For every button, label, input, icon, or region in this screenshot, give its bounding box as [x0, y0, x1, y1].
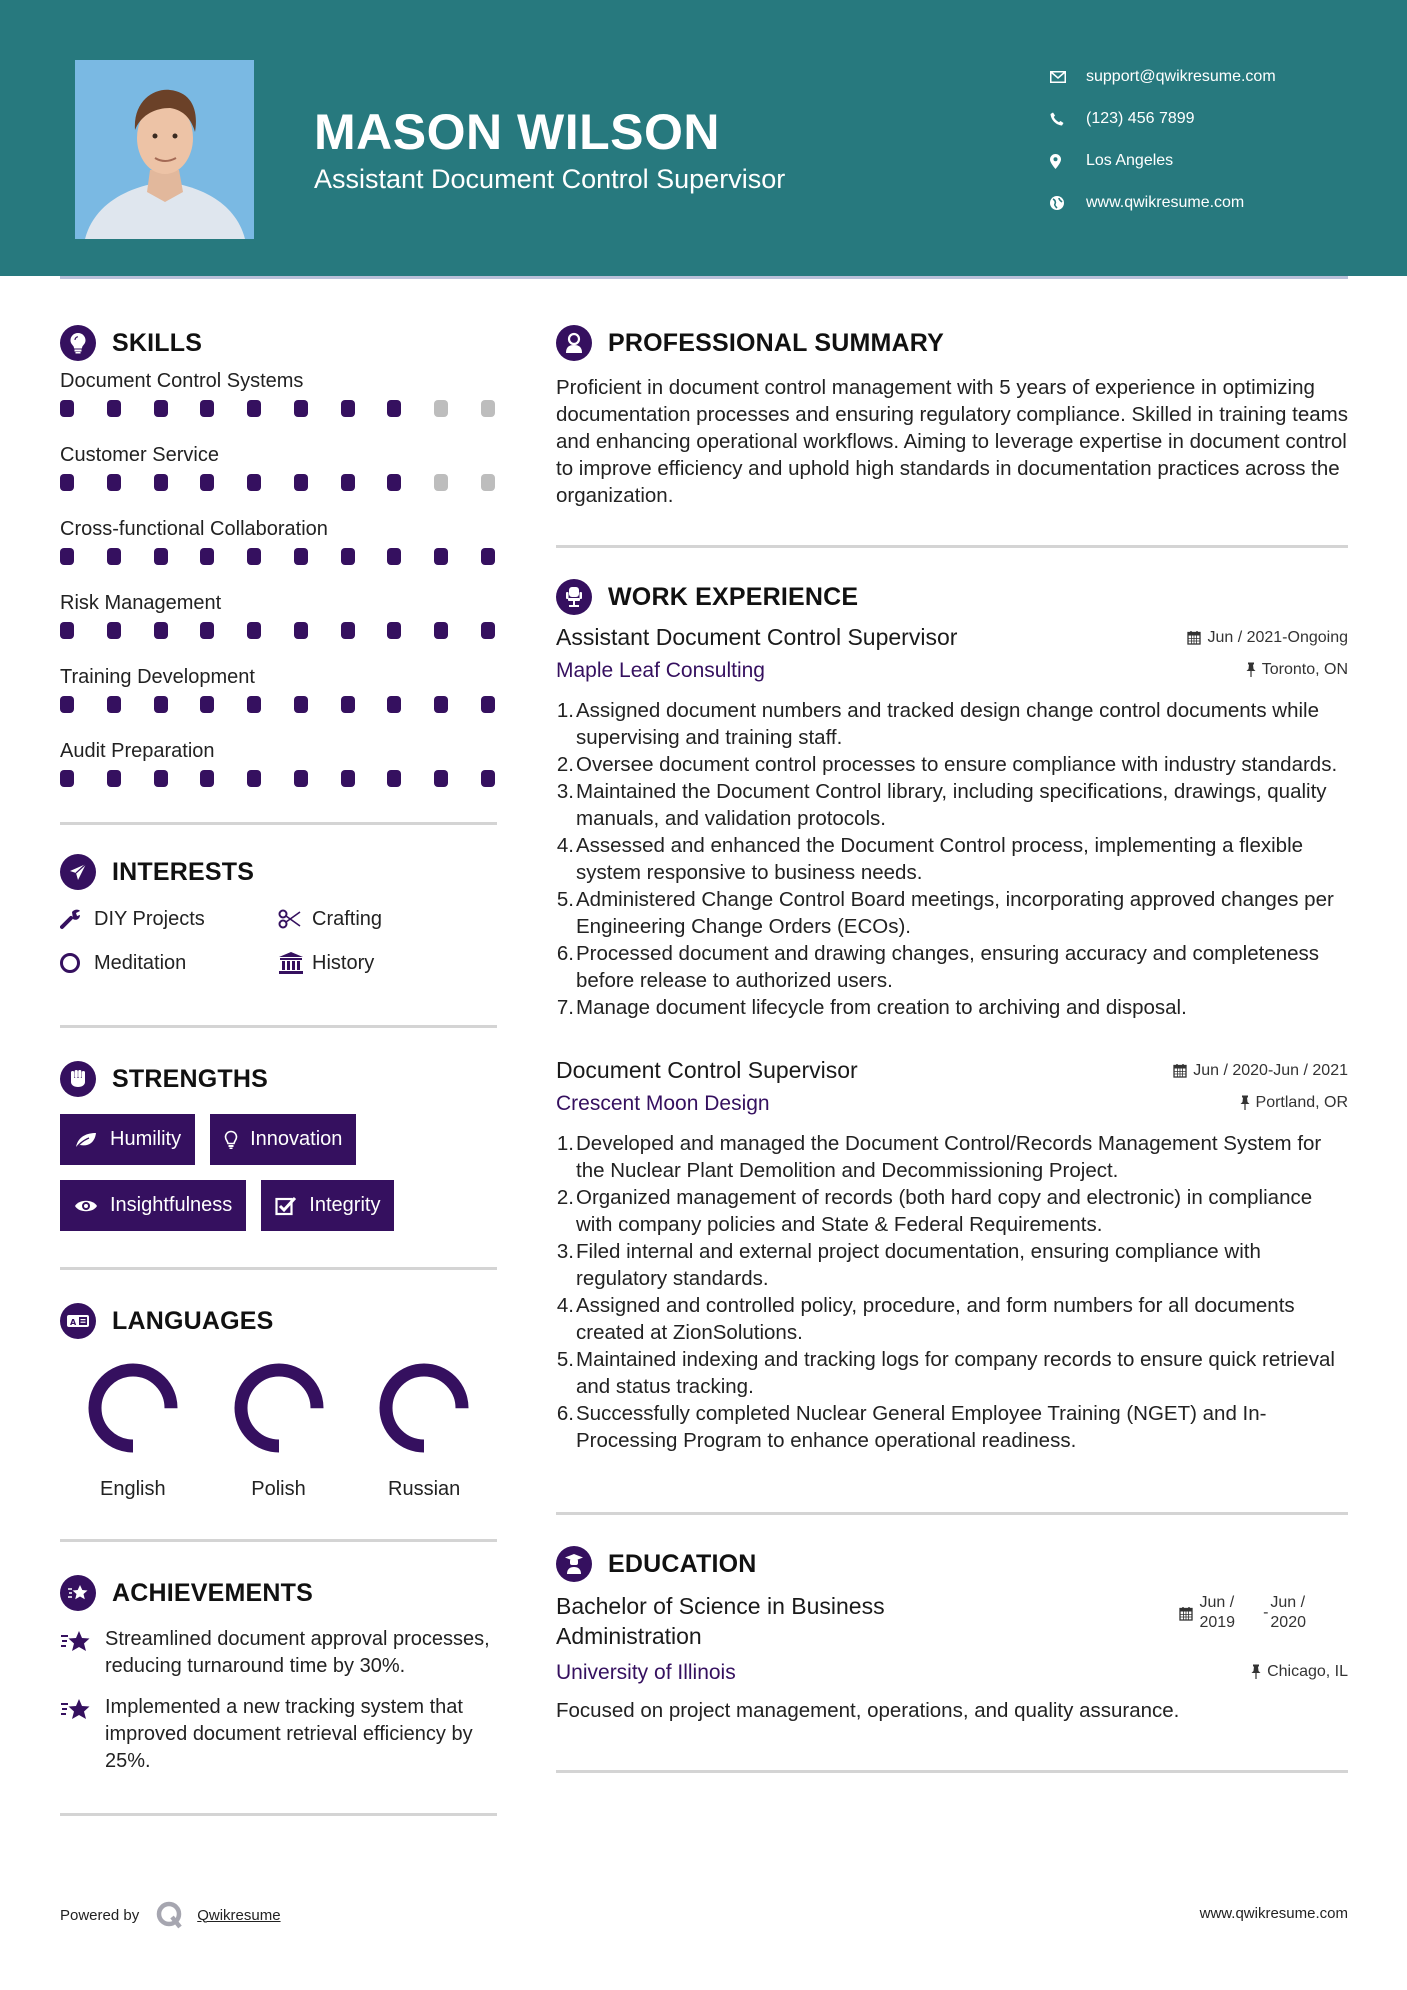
bullet-item: 1. Developed and managed the Document Control/Records Management System for the Nuclear Plant Demolition and Decommissioning Project.	[556, 1132, 1322, 1182]
contact-phone[interactable]	[1050, 98, 1276, 140]
education-dates: Jun / 2019 - Jun / 2020	[1179, 1591, 1348, 1633]
summary-text: Proficient in document control management with 5 years of experience in optimizing documentation processes and ensuring regulatory compliance. Skilled in training teams and enhancing operational workflows. Aiming to leverage expertise in document control to improve efficiency and uphold high standards in documentation practices across the organization.	[556, 376, 1348, 507]
raised-fist-icon	[60, 1061, 96, 1097]
right-column	[556, 320, 1348, 1773]
translate-icon	[60, 1303, 96, 1339]
qwikresume-logo-icon	[155, 1900, 185, 1930]
leaf-icon	[74, 1131, 98, 1149]
calendar-icon	[1179, 1606, 1193, 1621]
star-badge-icon	[60, 1575, 96, 1611]
qwikresume-link[interactable]: Qwikresume	[197, 1906, 281, 1924]
job-title: Document Control Supervisor	[556, 1057, 858, 1083]
interest-item: Crafting	[278, 903, 496, 935]
bullet-item: 2. Organized management of records (both hard copy and electronic) in compliance with company policies and State & Federal Requirements.	[556, 1186, 1313, 1236]
degree-title: Bachelor of Science in Business Administration	[556, 1593, 885, 1649]
lightbulb-icon	[224, 1130, 238, 1150]
candidate-title: Assistant Document Control Supervisor	[314, 164, 786, 194]
contact-location	[1050, 140, 1276, 182]
map-pin-icon	[1050, 154, 1086, 169]
section-divider	[60, 1813, 497, 1816]
left-column	[60, 320, 497, 1816]
job-bullets	[556, 1130, 1348, 1454]
bullet-item: 3. Maintained the Document Control library, including specifications, drawings, quality manuals, and validation protocols.	[556, 780, 1327, 830]
pushpin-icon	[1240, 1095, 1250, 1110]
wrench-icon	[60, 908, 94, 930]
bullet-item: 6. Processed document and drawing changes, ensuring accuracy and completeness before release to authorized users.	[556, 942, 1319, 992]
education-section	[556, 1541, 1348, 1724]
interest-item: Meditation	[60, 947, 278, 979]
languages-list	[60, 1362, 497, 1501]
bullet-item: 6. Successfully completed Nuclear General Employee Training (NGET) and In-Processing Program to enhance operational readiness.	[556, 1402, 1267, 1452]
section-divider	[556, 1770, 1348, 1773]
section-divider	[60, 822, 497, 825]
contact-website[interactable]	[1050, 182, 1276, 224]
pushpin-icon	[1251, 1664, 1261, 1679]
job-dates: Jun / 2020-Jun / 2021	[1173, 1062, 1348, 1080]
languages-heading: A LANGUAGES	[60, 1298, 497, 1344]
skill-item: Customer Service	[60, 440, 497, 514]
education-location: Chicago, IL	[1251, 1663, 1348, 1681]
shooting-star-icon	[60, 1694, 105, 1775]
contact-list	[1050, 56, 1276, 224]
strengths-heading: STRENGTHS	[60, 1056, 497, 1102]
strength-badge: Innovation	[210, 1114, 356, 1165]
section-divider	[60, 1025, 497, 1028]
language-progress-ring	[378, 1362, 470, 1454]
achievement-item: Streamlined document approval processes, reducing turnaround time by 30%.	[60, 1626, 497, 1680]
header-banner	[0, 0, 1407, 276]
skills-section	[60, 320, 497, 810]
strength-badge: Humility	[60, 1114, 195, 1165]
user-icon	[556, 325, 592, 361]
footer-powered-by: Powered by Qwikresume	[60, 1900, 281, 1930]
school-name: University of Illinois	[556, 1661, 736, 1684]
experience-section	[556, 574, 1348, 1454]
summary-heading: PROFESSIONAL SUMMARY	[556, 320, 1348, 366]
bullet-item: 2. Oversee document control processes to ensure compliance with industry standards.	[556, 753, 1338, 776]
office-chair-icon	[556, 579, 592, 615]
shooting-star-icon	[60, 1626, 105, 1680]
experience-heading: WORK EXPERIENCE	[556, 574, 1348, 620]
bullet-item: 5. Maintained indexing and tracking logs for company records to ensure quick retrieval and status tracking.	[556, 1348, 1335, 1398]
eye-icon	[74, 1198, 98, 1214]
section-divider	[60, 1539, 497, 1542]
contact-email[interactable]	[1050, 56, 1276, 98]
paper-plane-icon	[60, 854, 96, 890]
profile-photo	[75, 60, 254, 239]
skill-item: Risk Management	[60, 588, 497, 662]
achievements-heading: ACHIEVEMENTS	[60, 1570, 497, 1616]
bullet-item: 3. Filed internal and external project documentation, ensuring compliance with regulatory standards.	[556, 1240, 1261, 1290]
interests-heading: INTERESTS	[60, 849, 497, 895]
museum-icon	[278, 951, 312, 975]
contact-phone-text: (123) 456 7899	[1086, 110, 1195, 127]
strengths-section	[60, 1056, 497, 1231]
skill-item: Audit Preparation	[60, 736, 497, 810]
language-progress-ring	[87, 1362, 179, 1454]
candidate-name: MASON WILSON	[314, 104, 720, 160]
job-location: Toronto, ON	[1246, 661, 1348, 679]
education-heading: EDUCATION	[556, 1541, 1348, 1587]
language-item: Polish	[206, 1362, 352, 1501]
svg-text:A: A	[70, 1318, 77, 1327]
calendar-icon	[1173, 1063, 1187, 1078]
summary-section	[556, 320, 1348, 509]
skill-item: Document Control Systems	[60, 366, 497, 440]
interests-list	[60, 903, 497, 979]
job-entry	[556, 1057, 1348, 1454]
job-company: Crescent Moon Design	[556, 1092, 770, 1115]
bullet-item: 4. Assessed and enhanced the Document Control process, implementing a flexible system responsive to business needs.	[556, 834, 1304, 884]
job-company: Maple Leaf Consulting	[556, 659, 765, 682]
graduate-icon	[556, 1546, 592, 1582]
calendar-icon	[1187, 630, 1201, 645]
achievements-section	[60, 1570, 497, 1775]
phone-icon	[1050, 112, 1086, 126]
skill-item: Training Development	[60, 662, 497, 736]
job-title: Assistant Document Control Supervisor	[556, 624, 958, 650]
language-progress-ring	[233, 1362, 325, 1454]
scissors-icon	[278, 909, 312, 929]
job-location: Portland, OR	[1240, 1094, 1348, 1112]
interest-item: DIY Projects	[60, 903, 278, 935]
checkbox-icon	[275, 1196, 297, 1216]
section-divider	[556, 1512, 1348, 1515]
job-bullets	[556, 697, 1348, 1021]
achievement-item: Implemented a new tracking system that improved document retrieval efficiency by 25%.	[60, 1694, 497, 1775]
language-item: Russian	[351, 1362, 497, 1501]
pushpin-icon	[1246, 662, 1256, 677]
bullet-item: 4. Assigned and controlled policy, procedure, and form numbers for all documents created at ZionSolutions.	[556, 1294, 1295, 1344]
bullet-item: 1. Assigned document numbers and tracked design change control documents while supervising and training staff.	[556, 699, 1319, 749]
skills-heading: SKILLS	[60, 320, 497, 366]
section-divider	[556, 545, 1348, 548]
interests-section	[60, 849, 497, 979]
languages-section	[60, 1298, 497, 1501]
globe-icon	[1050, 196, 1086, 210]
bullet-item: 7. Manage document lifecycle from creation to archiving and disposal.	[556, 996, 1187, 1019]
contact-website-text: www.qwikresume.com	[1086, 194, 1245, 211]
contact-location-text: Los Angeles	[1086, 152, 1174, 169]
strength-badge: Insightfulness	[60, 1180, 246, 1231]
job-dates: Jun / 2021-Ongoing	[1187, 629, 1348, 647]
skill-rating	[60, 692, 497, 736]
job-entry	[556, 624, 1348, 1021]
circle-icon	[60, 952, 94, 974]
skill-item: Cross-functional Collaboration	[60, 514, 497, 588]
envelope-icon	[1050, 71, 1086, 83]
skill-rating	[60, 470, 497, 514]
skill-rating	[60, 396, 497, 440]
skill-rating	[60, 544, 497, 588]
education-description: Focused on project management, operations, and quality assurance.	[556, 1699, 1180, 1722]
lightbulb-icon	[60, 325, 96, 361]
skill-rating	[60, 766, 497, 810]
header-divider	[60, 276, 1348, 279]
strength-badge: Integrity	[261, 1180, 394, 1231]
bullet-item: 5. Administered Change Control Board meetings, incorporating approved changes per Engineering Change Orders (ECOs).	[556, 888, 1334, 938]
strengths-list	[60, 1114, 497, 1231]
skill-rating	[60, 618, 497, 662]
language-item: English	[60, 1362, 206, 1501]
footer-website[interactable]: www.qwikresume.com	[1199, 1905, 1348, 1922]
contact-email-text: support@qwikresume.com	[1086, 68, 1276, 85]
interest-item: History	[278, 947, 496, 979]
section-divider	[60, 1267, 497, 1270]
